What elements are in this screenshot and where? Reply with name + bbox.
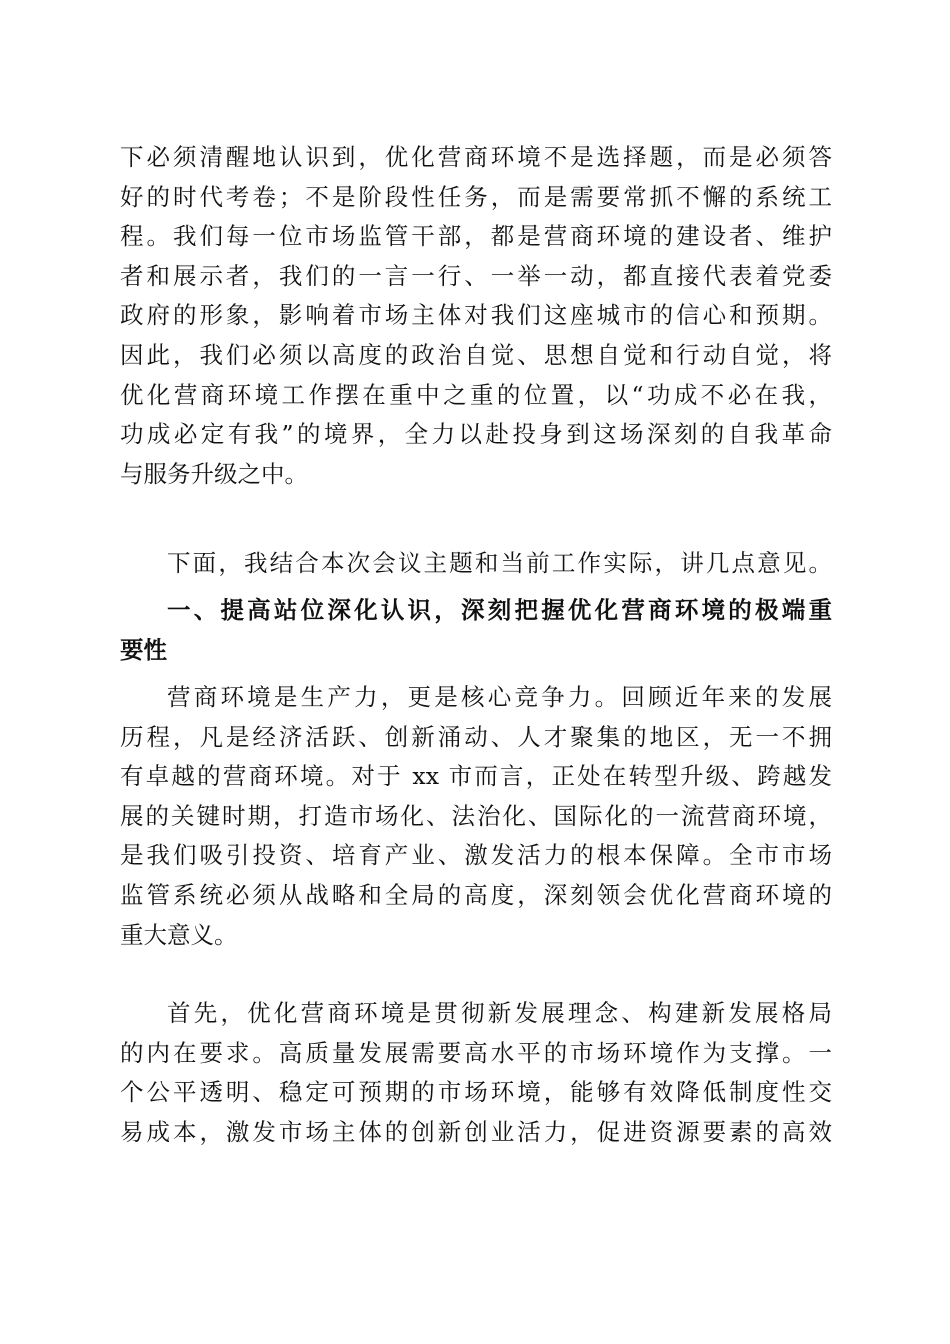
text-line: 者和展示者，我们的一言一行、一举一动，都直接代表着党委 [120,261,832,290]
text-line: 程。我们每一位市场监管干部，都是营商环境的建设者、维护 [120,222,832,251]
text-line: 易成本，激发市场主体的创新创业活力，促进资源要素的高效 [120,1117,832,1146]
text-line: 政府的形象，影响着市场主体对我们这座城市的信心和预期。 [120,301,832,330]
text-line: 的内在要求。高质量发展需要高水平的市场环境作为支撑。一 [120,1038,832,1067]
section-heading-1 [120,591,832,670]
text-line: 监管系统必须从战略和全局的高度，深刻领会优化营商环境的 [120,880,832,909]
text-line: 个公平透明、稳定可预期的市场环境，能够有效降低制度性交 [120,1078,832,1107]
body-paragraph-3 [120,678,832,955]
text-line: 与服务升级之中。 [120,459,308,488]
text-line: 下必须清醒地认识到，优化营商环境不是选择题，而是必须答 [120,143,832,171]
text-line: 功成必定有我”的境界，全力以赴投身到这场深刻的自我革命 [120,420,832,449]
body-paragraph-2 [120,544,832,584]
body-paragraph-4 [120,994,832,1152]
text-line: 好的时代考卷；不是阶段性任务，而是需要常抓不懈的系统工 [120,182,832,211]
text-line: 营商环境是生产力，更是核心竞争力。回顾近年来的发展 [167,683,832,711]
text-line: 是我们吸引投资、培育产业、激发活力的根本保障。全市市场 [120,841,832,870]
text-line: 历程，凡是经济活跃、创新涌动、人才聚集的地区，无一不拥 [120,722,832,751]
text-line: 首先，优化营商环境是贯彻新发展理念、构建新发展格局 [167,999,832,1027]
text-line: 重大意义。 [120,920,238,949]
heading-line: 要性 [120,635,167,664]
text-line: 展的关键时期，打造市场化、法治化、国际化的一流营商环境， [120,801,832,830]
heading-line: 一、提高站位深化认识，深刻把握优化营商环境的极端重 [167,596,832,624]
text-line: 有卓越的营商环境。对于 xx 市而言，正处在转型升级、跨越发 [120,762,832,791]
text-line: 优化营商环境工作摆在重中之重的位置，以“功成不必在我， [120,380,832,409]
text-line: 下面，我结合本次会议主题和当前工作实际，讲几点意见。 [167,549,832,577]
body-paragraph-1 [120,138,832,494]
text-line: 因此，我们必须以高度的政治自觉、思想自觉和行动自觉，将 [120,340,832,369]
